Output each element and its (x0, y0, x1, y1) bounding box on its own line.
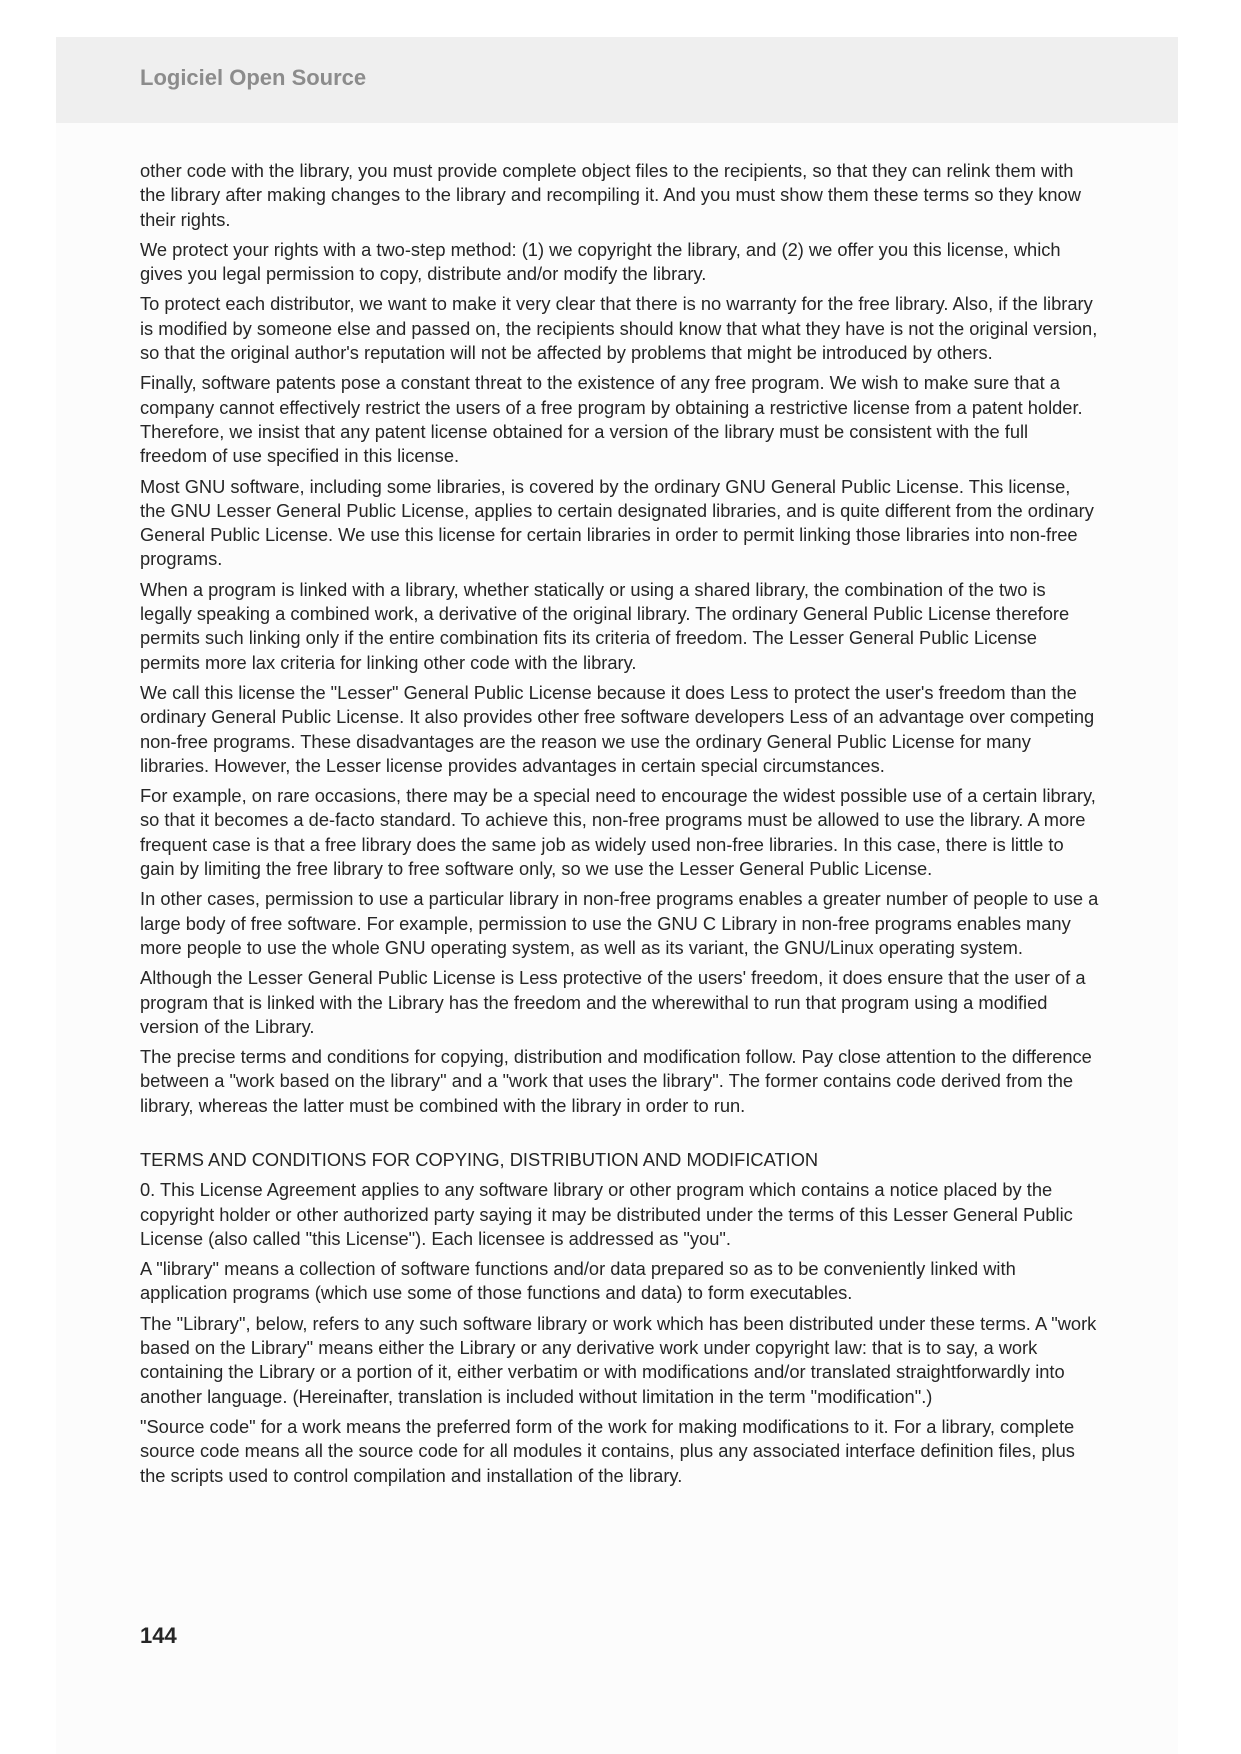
body-paragraph: Most GNU software, including some libraries, is covered by the ordinary GNU General Public License. This license, the GNU Lesser General Public License, applies to certain designated libraries, and is quite different from the ordinary General Public License. We use this license for certain libraries in order to permit linking those libraries into non-free programs. (140, 475, 1094, 570)
body-paragraph: We call this license the "Lesser" General Public License because it does Less to protect the user's freedom than the ordinary General Public License. It also provides other free software developers Less of an advantage over competing non-free programs. These disadvantages are the reason we use the ordinary General Public License for many libraries. However, the Lesser license provides advantages in certain special circumstances. (140, 681, 1095, 776)
body-paragraph: We protect your rights with a two-step method: (1) we copyright the library, and (2) we offer you this license, which gives you legal permission to copy, distribute and/or modify the library. (140, 238, 1061, 285)
body-paragraph: Finally, software patents pose a constant threat to the existence of any free program. We wish to make sure that a company cannot effectively restrict the users of a free program by obtaining a restrictive license from a patent holder. Therefore, we insist that any patent license obtained for a version of the library must be consistent with the full freedom of use specified in this license. (140, 372, 1083, 467)
page-number: 144 (140, 1623, 177, 1648)
body-paragraph: In other cases, permission to use a particular library in non-free programs enables a greater number of people to use a large body of free software. For example, permission to use the GNU C Library in non-free programs enables many more people to use the whole GNU operating system, as well as its variant, the GNU/Linux operating system. (140, 888, 1099, 958)
page-header (56, 37, 1178, 123)
section-heading: TERMS AND CONDITIONS FOR COPYING, DISTRIBUTION AND MODIFICATION (140, 1148, 819, 1170)
body-paragraph: The precise terms and conditions for copying, distribution and modification follow. Pay close attention to the difference between a "work based on the library" and a "work that uses the library". The former contains code derived from the library, whereas the latter must be combined with the library in order to run. (140, 1046, 1092, 1116)
terms-paragraph: The "Library", below, refers to any such software library or work which has been distributed under these terms. A "work based on the Library" means either the Library or any derivative work under copyright law: that is to say, a work containing the Library or a portion of it, either verbatim or with modifications and/or translated straightforwardly into another language. (Hereinafter, translation is included without limitation in the term "modification".) (140, 1312, 1097, 1407)
terms-paragraph: A "library" means a collection of software functions and/or data prepared so as to be conveniently linked with application programs (which use some of those functions and data) to form executables. (140, 1258, 1016, 1304)
header-title: Logiciel Open Source (140, 65, 367, 90)
body-paragraph: When a program is linked with a library, whether statically or using a shared library, the combination of the two is legally speaking a combined work, a derivative of the original library. The ordinary General Public License therefore permits such linking only if the entire combination fits its criteria of freedom. The Lesser General Public License permits more lax criteria for linking other code with the library. (140, 578, 1070, 673)
body-paragraph: other code with the library, you must provide complete object files to the recipients, so that they can relink them with the library after making changes to the library and recompiling it. And you must show them these terms so they know their rights. (140, 160, 1081, 230)
terms-paragraph: "Source code" for a work means the preferred form of the work for making modifications to it. For a library, complete source code means all the source code for all modules it contains, plus any associated interface definition files, plus the scripts used to control compilation and installation of the library. (140, 1415, 1075, 1486)
terms-paragraph: 0. This License Agreement applies to any software library or other program which contains a notice placed by the copyright holder or other authorized party saying it may be distributed under the terms of this Lesser General Public License (also called "this License"). Each licensee is addressed as "you". (140, 1179, 1073, 1249)
body-paragraph: For example, on rare occasions, there may be a special need to encourage the widest possible use of a certain library, so that it becomes a de-facto standard. To achieve this, non-free programs must be allowed to use the library. A more frequent case is that a free library does the same job as widely used non-free libraries. In this case, there is little to gain by limiting the free library to free software only, so we use the Lesser General Public License. (140, 785, 1096, 880)
document-body (140, 159, 1100, 1494)
body-paragraph: Although the Lesser General Public License is Less protective of the users' freedom, it does ensure that the user of a program that is linked with the Library has the freedom and the wherewithal to run that program using a modified version of the Library. (140, 967, 1086, 1037)
body-paragraph: To protect each distributor, we want to make it very clear that there is no warranty for the free library. Also, if the library is modified by someone else and passed on, the recipients should know that what they have is not the original version, so that the original author's reputation will not be affected by problems that might be introduced by others. (140, 293, 1098, 364)
